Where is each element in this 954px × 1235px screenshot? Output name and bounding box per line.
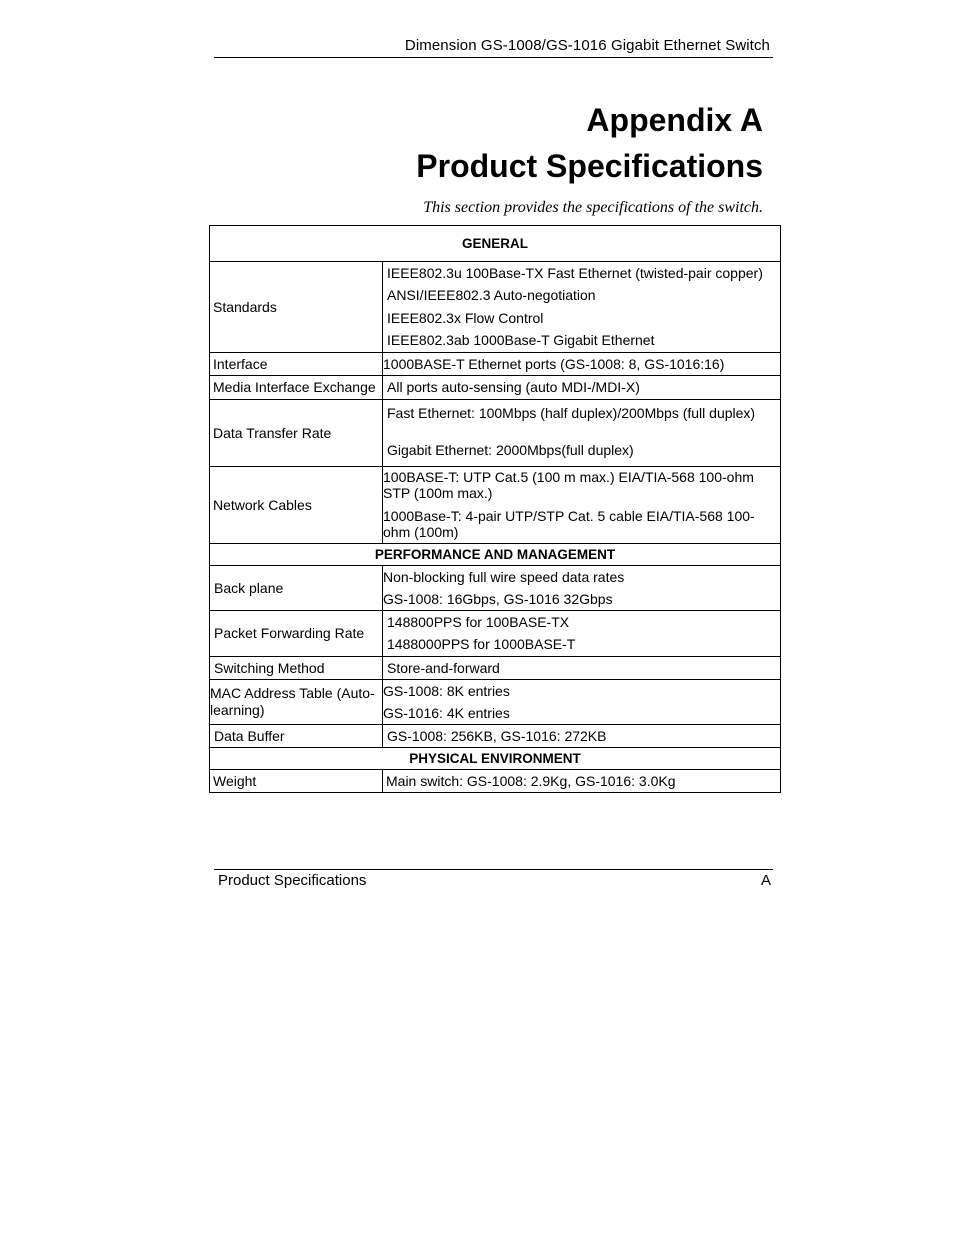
page-title: Product Specifications: [416, 148, 763, 184]
list-item: Fast Ethernet: 100Mbps (half duplex)/200Mbps (full duplex): [387, 404, 756, 421]
table-row: [210, 656, 781, 679]
list-item: ANSI/IEEE802.3 Auto-negotiation: [387, 287, 596, 304]
row-value-interface: 1000BASE-T Ethernet ports (GS-1008: 8, GS-1016:16): [383, 352, 781, 375]
row-value-media: All ports auto-sensing (auto MDI-/MDI-X): [383, 375, 781, 399]
row-label-cables: Network Cables: [210, 466, 383, 543]
row-label-switching: Switching Method: [210, 656, 383, 679]
list-item: GS-1008: 8K entries: [383, 682, 510, 699]
row-label-forwarding: Packet Forwarding Rate: [210, 610, 383, 656]
table-row: [210, 466, 781, 543]
row-value-forwarding: [383, 610, 781, 656]
row-label-standards: Standards: [210, 262, 383, 353]
table-row: [210, 724, 781, 747]
table-row: [210, 679, 781, 724]
table-row: [210, 769, 781, 792]
table-row: [210, 610, 781, 656]
running-header: Dimension GS-1008/GS-1016 Gigabit Ethernet Switch: [404, 37, 770, 54]
row-label-mac: MAC Address Table (Auto-learning): [210, 679, 383, 724]
table-row: [210, 543, 781, 565]
row-label-weight: Weight: [210, 769, 383, 792]
row-label-interface: Interface: [210, 352, 383, 375]
table-row: [210, 399, 781, 466]
row-value-transfer: [383, 399, 781, 466]
footer-rule: [214, 869, 773, 870]
footer-section-title: Product Specifications: [218, 872, 367, 889]
table-row: [210, 262, 781, 353]
table-row: [210, 352, 781, 375]
row-value-standards: [383, 262, 781, 353]
list-item: GS-1016: 4K entries: [383, 704, 510, 721]
table-row: [210, 565, 781, 610]
row-value-mac: [383, 679, 781, 724]
section-performance: PERFORMANCE AND MANAGEMENT: [210, 543, 781, 565]
row-label-transfer: Data Transfer Rate: [210, 399, 383, 466]
section-physical: PHYSICAL ENVIRONMENT: [210, 747, 781, 769]
header-rule: [214, 57, 773, 58]
intro-text: This section provides the specifications of the switch.: [423, 199, 763, 216]
list-item: IEEE802.3x Flow Control: [387, 309, 544, 326]
row-value-buffer: GS-1008: 256KB, GS-1016: 272KB: [383, 724, 781, 747]
list-item: IEEE802.3ab 1000Base-T Gigabit Ethernet: [387, 332, 655, 349]
list-item: GS-1008: 16Gbps, GS-1016 32Gbps: [383, 590, 613, 607]
row-label-media: Media Interface Exchange: [210, 375, 383, 399]
list-item: Gigabit Ethernet: 2000Mbps(full duplex): [387, 441, 634, 458]
list-item: 1488000PPS for 1000BASE-T: [387, 636, 576, 653]
list-item: IEEE802.3u 100Base-TX Fast Ethernet (twisted-pair copper): [387, 265, 763, 281]
row-label-buffer: Data Buffer: [210, 724, 383, 747]
table-row: [210, 375, 781, 399]
row-value-switching: Store-and-forward: [383, 656, 781, 679]
list-item: 100BASE-T: UTP Cat.5 (100 m max.) EIA/TIA-568 100-ohm STP (100m max.): [383, 468, 754, 502]
section-general: GENERAL: [210, 226, 781, 262]
page-number: A: [760, 872, 771, 889]
row-label-backplane: Back plane: [210, 565, 383, 610]
row-value-cables: [383, 466, 781, 543]
list-item: 1000Base-T: 4-pair UTP/STP Cat. 5 cable EIA/TIA-568 100-ohm (100m): [383, 507, 755, 541]
appendix-title: Appendix A: [586, 102, 763, 138]
list-item: Non-blocking full wire speed data rates: [383, 568, 625, 585]
list-item: 148800PPS for 100BASE-TX: [387, 614, 570, 631]
row-value-backplane: [383, 565, 781, 610]
table-row: [210, 226, 781, 262]
row-value-weight: Main switch: GS-1008: 2.9Kg, GS-1016: 3.0Kg: [383, 769, 781, 792]
table-row: [210, 747, 781, 769]
specifications-table: [209, 225, 781, 793]
